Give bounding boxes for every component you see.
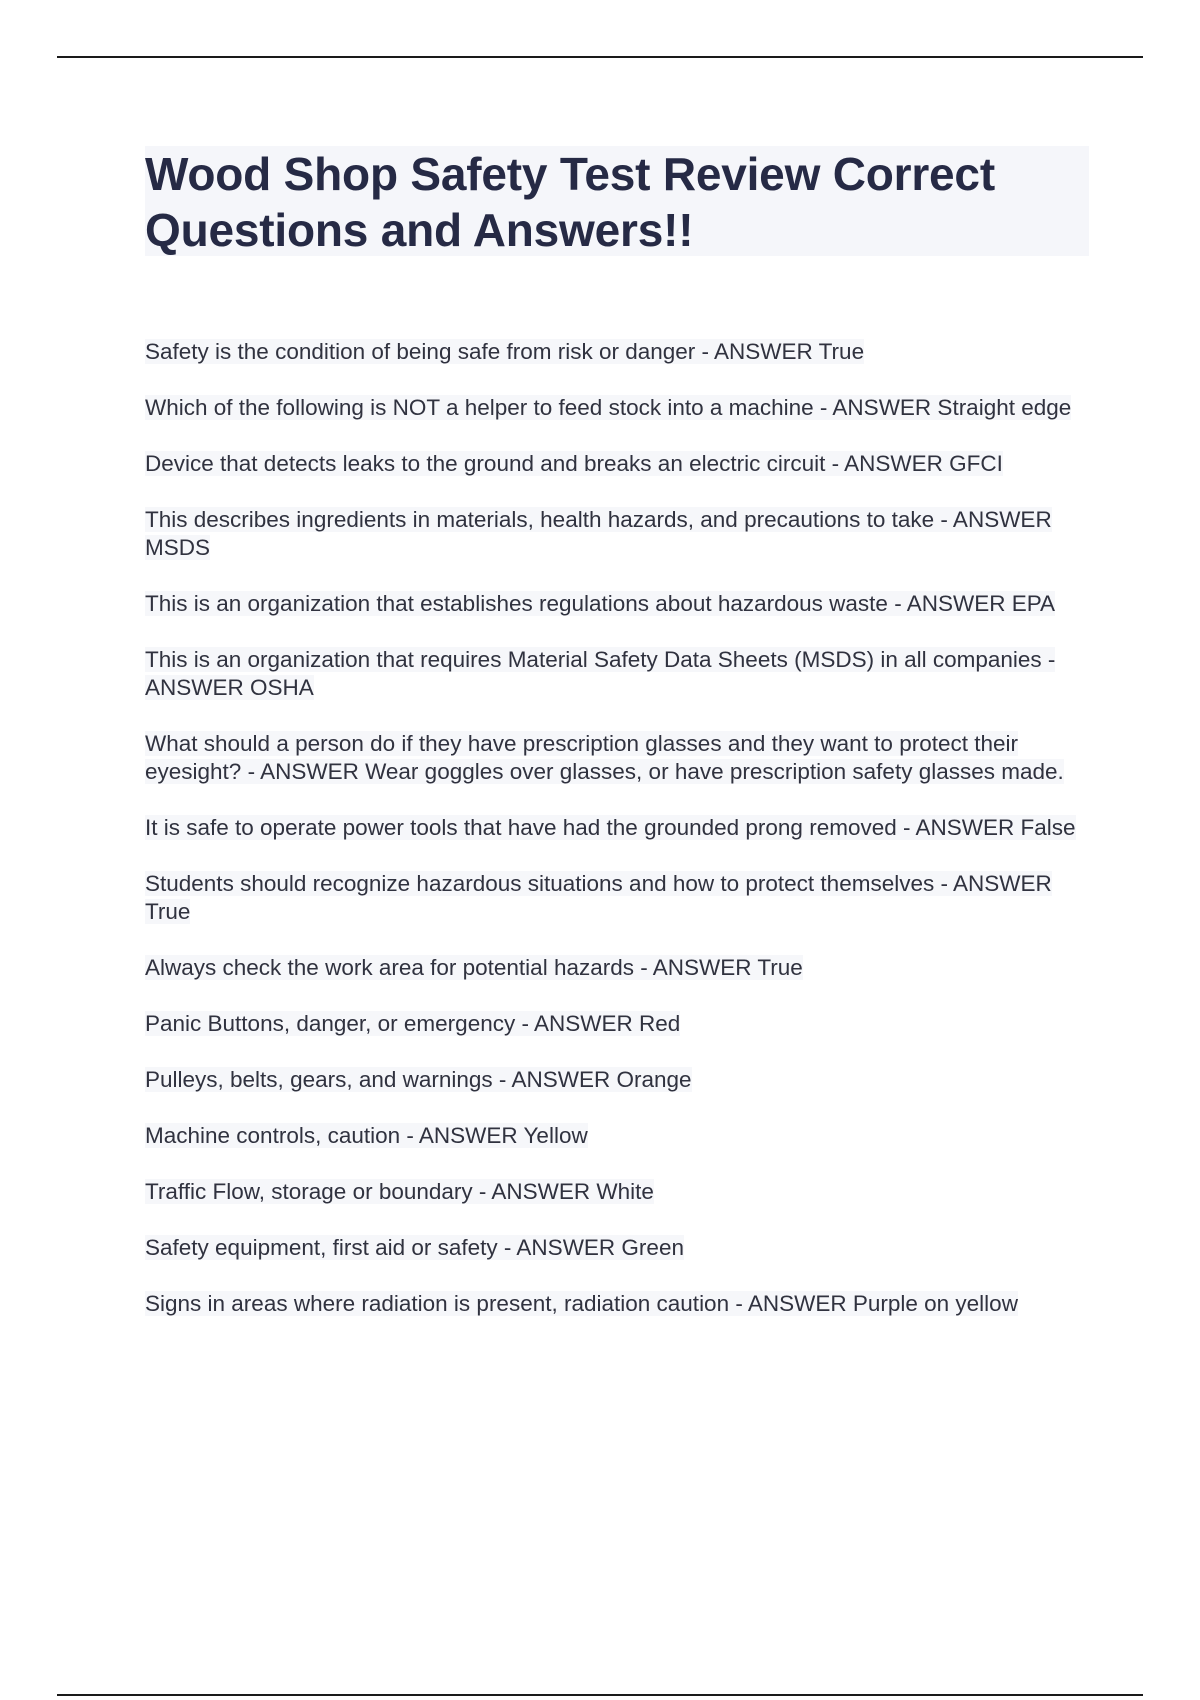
qa-text: It is safe to operate power tools that have had the grounded prong removed - ANSWER False	[145, 815, 1076, 840]
qa-item	[145, 590, 1089, 618]
qa-text: Traffic Flow, storage or boundary - ANSWER White	[145, 1179, 654, 1204]
qa-text: This describes ingredients in materials, health hazards, and precautions to take - ANSWER MSDS	[145, 507, 1052, 560]
qa-item	[145, 870, 1089, 926]
top-rule	[57, 56, 1143, 58]
qa-text: Which of the following is NOT a helper to feed stock into a machine - ANSWER Straight edge	[145, 395, 1072, 420]
qa-item	[145, 814, 1089, 842]
qa-item	[145, 338, 1089, 366]
bottom-rule	[57, 1694, 1143, 1696]
qa-item	[145, 450, 1089, 478]
qa-text: Signs in areas where radiation is present, radiation caution - ANSWER Purple on yellow	[145, 1291, 1018, 1316]
qa-list	[145, 338, 1089, 1318]
qa-text: Safety equipment, first aid or safety - ANSWER Green	[145, 1235, 684, 1260]
qa-item	[145, 954, 1089, 982]
qa-text: Pulleys, belts, gears, and warnings - ANSWER Orange	[145, 1067, 692, 1092]
qa-text: This is an organization that requires Material Safety Data Sheets (MSDS) in all companies - ANSWER OSHA	[145, 647, 1056, 700]
qa-item	[145, 730, 1089, 786]
title-block	[145, 146, 1089, 256]
qa-text: Machine controls, caution - ANSWER Yellow	[145, 1123, 588, 1148]
qa-text: Students should recognize hazardous situations and how to protect themselves - ANSWER True	[145, 871, 1052, 924]
qa-item	[145, 506, 1089, 562]
qa-item	[145, 1290, 1089, 1318]
qa-text: Device that detects leaks to the ground and breaks an electric circuit - ANSWER GFCI	[145, 451, 1003, 476]
qa-item	[145, 1066, 1089, 1094]
qa-text: Panic Buttons, danger, or emergency - ANSWER Red	[145, 1011, 681, 1036]
qa-item	[145, 394, 1089, 422]
qa-text: Always check the work area for potential hazards - ANSWER True	[145, 955, 803, 980]
page-title: Wood Shop Safety Test Review Correct Questions and Answers!!	[145, 148, 995, 256]
qa-text: Safety is the condition of being safe from risk or danger - ANSWER True	[145, 339, 865, 364]
qa-item	[145, 1010, 1089, 1038]
qa-text: What should a person do if they have prescription glasses and they want to protect their eyesight? - ANSWER Wear goggles over glasses, or have prescription safety glasses made.	[145, 731, 1064, 784]
qa-item	[145, 1122, 1089, 1150]
qa-item	[145, 1234, 1089, 1262]
document-body	[145, 146, 1089, 1346]
qa-text: This is an organization that establishes regulations about hazardous waste - ANSWER EPA	[145, 591, 1056, 616]
qa-item	[145, 1178, 1089, 1206]
qa-item	[145, 646, 1089, 702]
